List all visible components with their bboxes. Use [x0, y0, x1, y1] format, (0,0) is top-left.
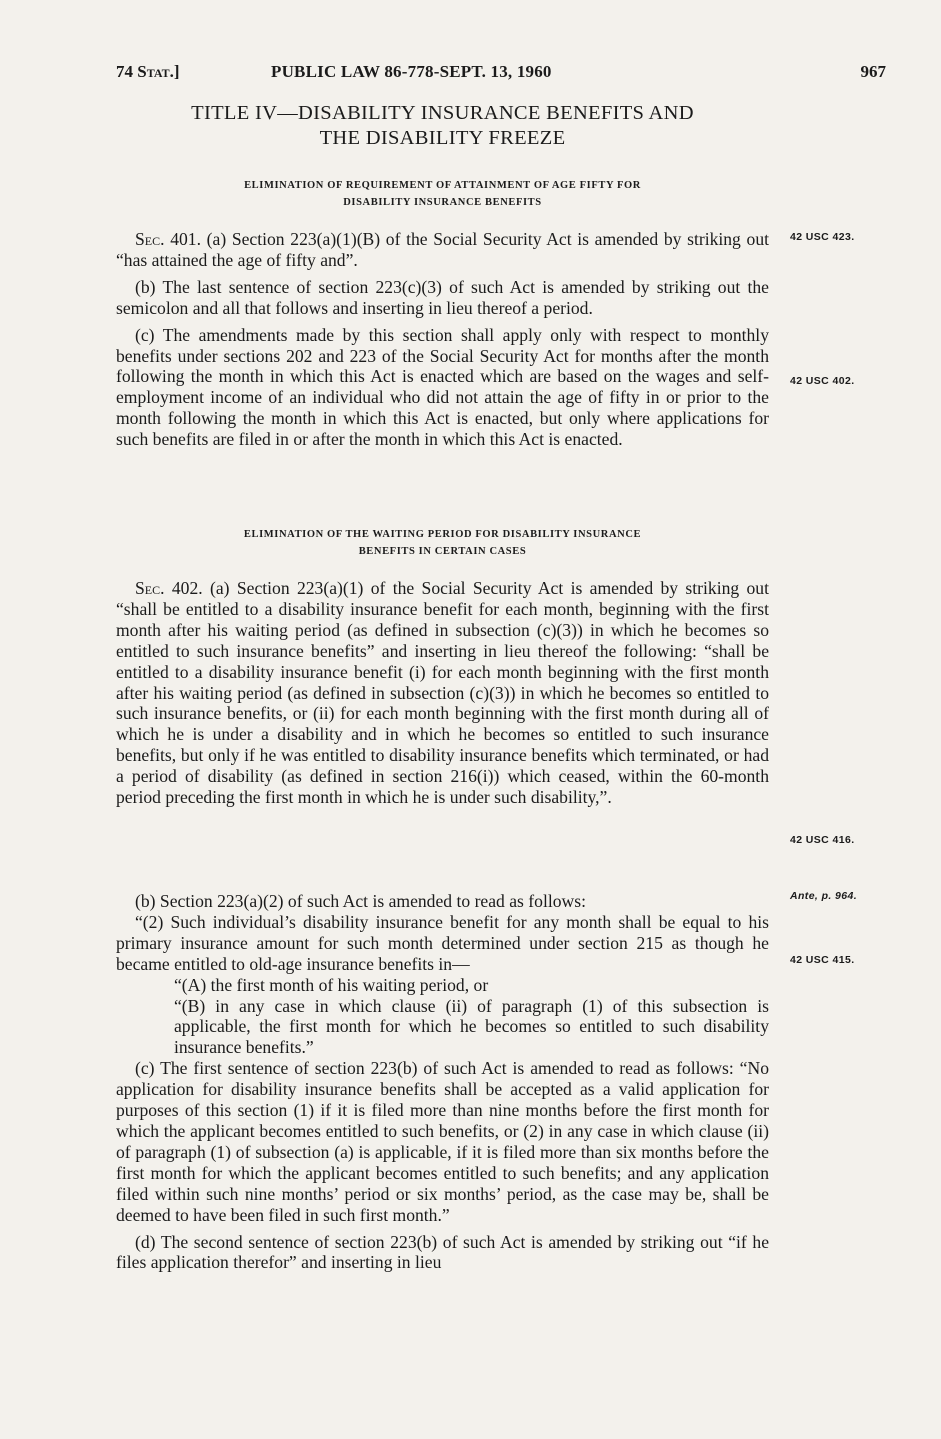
- margin-note-42-usc-402: 42 USC 402.: [790, 375, 855, 387]
- section-401-heading-line-1: ELIMINATION OF REQUIREMENT OF ATTAINMENT OF AGE FIFTY FOR: [244, 180, 641, 191]
- section-402-heading-line-1: ELIMINATION OF THE WAITING PERIOD FOR DISABILITY INSURANCE: [243, 529, 642, 540]
- running-head: [116, 62, 886, 84]
- page-number: 967: [860, 62, 886, 81]
- title-heading: [116, 101, 769, 151]
- margin-note-42-usc-423: 42 USC 423.: [790, 231, 855, 243]
- law-citation: PUBLIC LAW 86-778-SEPT. 13, 1960: [271, 62, 552, 81]
- section-402-heading-line-2: BENEFITS IN CERTAIN CASES: [358, 546, 527, 557]
- section-402-para-a: [116, 578, 769, 808]
- section-401-para-b: (b) The last sentence of section 223(c)(3) of such Act is amended by striking out the semicolon and all that follows and inserting in lieu thereof a period.: [116, 276, 769, 318]
- margin-note-42-usc-416: 42 USC 416.: [790, 834, 855, 846]
- margin-note-ante-p-964: [790, 890, 857, 902]
- section-402-para-d: (d) The second sentence of section 223(b) of such Act is amended by striking out “if he files application therefor” and inserting in lieu: [116, 1231, 769, 1273]
- section-402-para-b: (b) Section 223(a)(2) of such Act is amended to read as follows:: [135, 891, 586, 911]
- ante-note: Ante, p. 964.: [790, 890, 858, 902]
- margin-note-42-usc-415: 42 USC 415.: [790, 954, 855, 966]
- section-401-heading-line-2: DISABILITY INSURANCE BENEFITS: [343, 197, 542, 208]
- section-401-heading: [116, 177, 769, 211]
- sec-label: Sec.: [135, 578, 165, 598]
- paragraph-text: 401. (a) Section 223(a)(1)(B) of the Social Security Act is amended by striking out “has attained the age of fifty and”.: [116, 229, 769, 270]
- section-402-para-c: (c) The first sentence of section 223(b) of such Act is amended to read as follows: “No application for disability insurance benefits shall be accepted as a valid application for purposes of this section (1) if it is filed more than nine months before the first month for which the applicant becomes entitled to such benefits, or (2) in any case in which clause (ii) of paragraph (1) of subsection (a) is applicable, if it is filed more than six months before the first month for which the applicant becomes entitled to such benefits; and any application filed within such nine months’ period or six months’ period, as the case may be, shall be deemed to have been filed in such first month.”: [116, 1058, 769, 1225]
- section-401-body: [116, 229, 769, 450]
- section-402-clause-b: “(B) in any case in which clause (ii) of paragraph (1) of this subsection is applicable, the first month for which he becomes so entitled to such disability insurance benefits.”: [174, 995, 769, 1058]
- section-402-body: [116, 578, 769, 808]
- section-402-body-continued: [116, 891, 769, 1273]
- section-401-para-a: [116, 229, 769, 271]
- title-line-2: THE DISABILITY FREEZE: [319, 127, 566, 149]
- section-401-para-c: (c) The amendments made by this section shall apply only with respect to monthly benefits under sections 202 and 223 of the Social Security Act for months after the month following the month in which this Act is enacted which are based on the wages and self-employment income of an individual who did not attain the age of fifty in or prior to the month following the month in which this Act is enacted, but only where applications for such benefits are filed in or after the month in which this Act is enacted.: [116, 324, 769, 450]
- section-402-heading: [116, 526, 769, 560]
- title-line-1: TITLE IV—DISABILITY INSURANCE BENEFITS AND: [191, 102, 694, 124]
- section-402-clause-a: “(A) the first month of his waiting period, or: [174, 974, 489, 995]
- section-402-para-b-quote: “(2) Such individual’s disability insurance benefit for any month shall be equal to his primary insurance amount for such month determined under section 215 as though he became entitled to old-age insurance benefits in—: [116, 911, 769, 974]
- statute-volume: 74 Stat.]: [116, 62, 180, 81]
- paragraph-text: 402. (a) Section 223(a)(1) of the Social Security Act is amended by striking out “shall be entitled to a disability insurance benefit for each month, beginning with the first month after his waiting period (as defined in subsection (c)(3)) in which he becomes so entitled to such insurance benefits” and inserting in lieu thereof the following: “shall be entitled to a disability insurance benefit (i) for each month beginning with the first month after his waiting period (as defined in subsection (c)(3)) in which he becomes so entitled to such insurance benefits, or (ii) for each month beginning with the first month during all of which he is under a disability and in which he becomes so entitled to such insurance benefits, but only if he was entitled to disability insurance benefits which terminated, or had a period of disability (as defined in section 216(i)) which ceased, within the 60-month period preceding the first month in which he is under such disability,”.: [116, 578, 769, 808]
- sec-label: Sec.: [135, 229, 165, 249]
